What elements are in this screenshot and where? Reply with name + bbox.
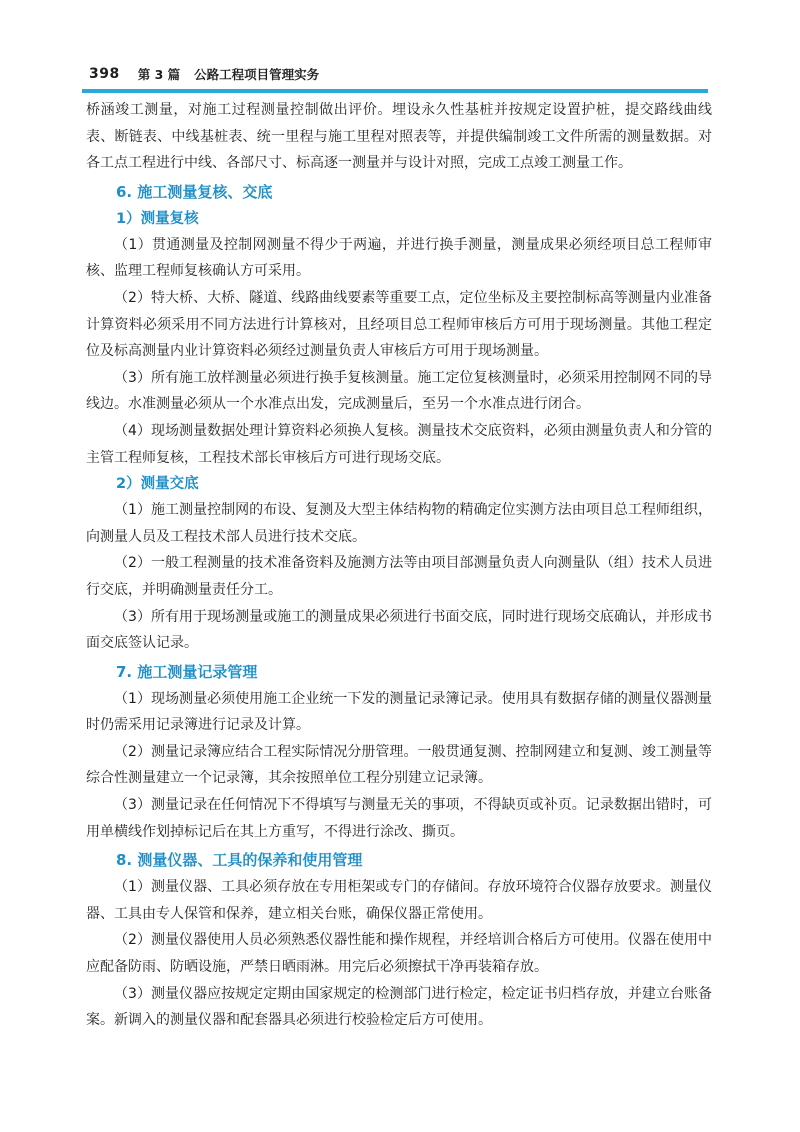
section-8-heading: 8. 测量仪器、工具的保养和使用管理 [116,851,363,870]
paragraph: （1）现场测量必须使用施工企业统一下发的测量记录簿记录。使用具有数据存储的测量仪器测量时仍需采用记录簿进行记录及计算。 [86,690,712,734]
page-body [86,97,712,1034]
section-7-heading: 7. 施工测量记录管理 [116,662,258,681]
paragraph: （2）测量仪器使用人员必须熟悉仪器性能和操作规程，并经培训合格后方可使用。仪器在使用中应配备防雨、防晒设施，严禁日晒雨淋。用完后必须擦拭干净再装箱存放。 [86,932,712,976]
paragraph: （1）施工测量控制网的布设、复测及大型主体结构物的精确定位实测方法由项目总工程师组织，向测量人员及工程技术部人员进行技术交底。 [86,502,712,545]
section-6-2-heading: 2）测量交底 [116,476,199,493]
paragraph: （4）现场测量数据处理计算资料必须换人复核。测量技术交底资料，必须由测量负责人和分管的主管工程师复核，工程技术部长审核后方可进行现场交底。 [86,422,712,466]
paragraph: （3）所有施工放样测量必须进行换手复核测量。施工定位复核测量时，必须采用控制网不同的导线边。水准测量必须从一个水准点出发，完成测量后，至另一个水准点进行闭合。 [86,369,712,413]
paragraph: （3）所有用于现场测量或施工的测量成果必须进行书面交底，同时进行现场交底确认，并形成书面交底签认记录。 [86,608,712,652]
page-number: 398 [89,66,120,82]
intro-paragraph: 桥涵竣工测量，对施工过程测量控制做出评价。埋设永久性基桩并按规定设置护桩，提交路线曲线表、断链表、中线基桩表、统一里程与施工里程对照表等，并提供编制竣工文件所需的测量数据。对各工点工程进行中线、各部尺寸、标高逐一测量并与设计对照，完成工点竣工测量工作。 [86,102,712,172]
paragraph: （2）特大桥、大桥、隧道、线路曲线要素等重要工点，定位坐标及主要控制标高等测量内业准备计算资料必须采用不同方法进行计算核对，且经项目总工程师审核后方可用于现场测量。其他工程定位及标高测量内业计算资料必须经过测量负责人审核后方可用于现场测量。 [86,289,712,360]
header-rule [82,89,708,93]
paragraph: （1）贯通测量及控制网测量不得少于两遍，并进行换手测量，测量成果必须经项目总工程师审核、监理工程师复核确认方可采用。 [86,236,712,280]
paragraph: （2）一般工程测量的技术准备资料及施测方法等由项目部测量负责人向测量队（组）技术人员进行交底，并明确测量责任分工。 [86,555,712,598]
section-6-1-heading: 1）测量复核 [116,210,199,227]
paragraph: （3）测量记录在任何情况下不得填写与测量无关的事项，不得缺页或补页。记录数据出错时，可用单横线作划掉标记后在其上方重写，不得进行涂改、撕页。 [86,797,712,840]
paragraph: （3）测量仪器应按规定定期由国家规定的检测部门进行检定，检定证书归档存放，并建立台账备案。新调入的测量仪器和配套器具必须进行校验检定后方可使用。 [86,985,712,1029]
part-title: 公路工程项目管理实务 [194,67,320,82]
part-label: 第 3 篇 [137,67,181,82]
page-header [89,62,709,86]
paragraph: （1）测量仪器、工具必须存放在专用柜架或专门的存储间。存放环境符合仪器存放要求。测量仪器、工具由专人保管和保养，建立相关台账，确保仪器正常使用。 [86,879,712,922]
section-6-heading: 6. 施工测量复核、交底 [116,182,273,201]
paragraph: （2）测量记录簿应结合工程实际情况分册管理。一般贯通复测、控制网建立和复测、竣工测量等综合性测量建立一个记录簿，其余按照单位工程分别建立记录簿。 [86,743,712,787]
